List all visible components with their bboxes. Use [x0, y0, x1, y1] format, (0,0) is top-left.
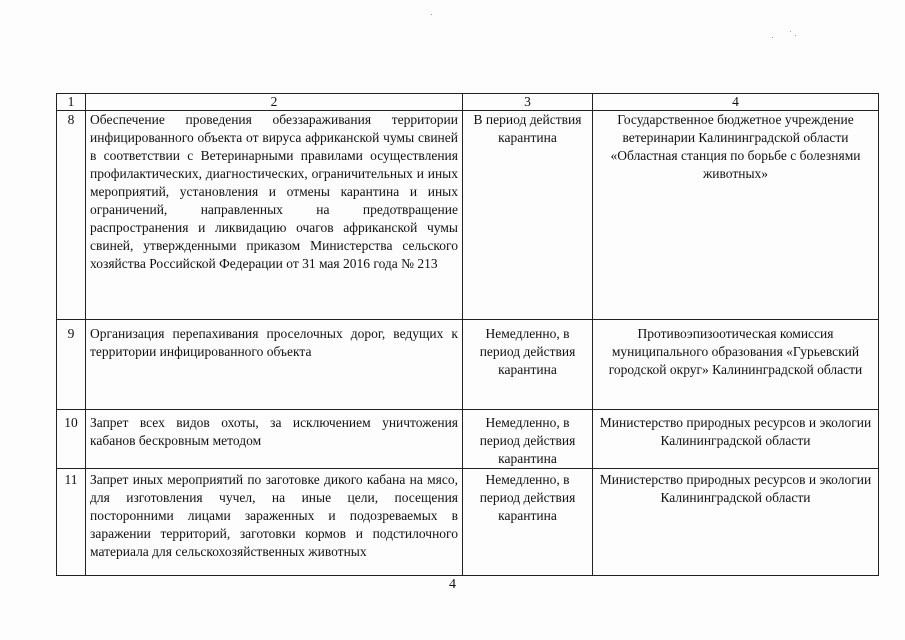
measure-description: Обеспечение проведения обеззараживания территории инфицированного объекта от вируса африканской чумы свиней в соответствии с Ветеринарными правилами осуществления профилактических, диагностических, ограничительных и иных мероприятий, установления и отмены карантина и иных ограничений, направленных на предотвращение распространения и ликвидацию очагов африканской чумы свиней, утвержденными приказом Министерства сельского хозяйства Российской Федерации от 31 мая 2016 года № 213 [86, 111, 463, 320]
column-number-header: 1 [57, 94, 86, 111]
measure-description: Организация перепахивания проселочных дорог, ведущих к территории инфицированного объекта [86, 320, 463, 410]
scan-speck [772, 37, 773, 38]
measure-description: Запрет иных мероприятий по заготовке дикого кабана на мясо, для изготовления чучел, на иные цели, посещения посторонними лицами зараженных и подозреваемых в заражении территорий, заготовки кормов и подстилочного материала для сельскохозяйственных животных [86, 469, 463, 576]
responsible-party: Министерство природных ресурсов и экологии Калининградской области [593, 469, 879, 576]
scan-speck [790, 31, 791, 32]
table-header-row [57, 94, 879, 111]
column-period-header: 3 [463, 94, 593, 111]
measure-period: Немедленно, в период действия карантина [463, 320, 593, 410]
measures-table [56, 93, 879, 576]
measure-description: Запрет всех видов охоты, за исключением уничтожения кабанов бескровным методом [86, 410, 463, 469]
responsible-party: Государственное бюджетное учреждение ветеринарии Калининградской области «Областная станция по борьбе с болезнями животных» [593, 111, 879, 320]
table-row [57, 320, 879, 410]
row-number: 10 [57, 410, 86, 469]
column-description-header: 2 [86, 94, 463, 111]
scan-speck [795, 35, 796, 36]
row-number: 9 [57, 320, 86, 410]
scan-speck [431, 14, 432, 15]
measure-period: В период действия карантина [463, 111, 593, 320]
measure-period: Немедленно, в период действия карантина [463, 410, 593, 469]
measure-period: Немедленно, в период действия карантина [463, 469, 593, 576]
responsible-party: Противоэпизоотическая комиссия муниципального образования «Гурьевский городской округ» Калининградской области [593, 320, 879, 410]
page-number: 4 [449, 577, 456, 592]
table-row [57, 410, 879, 469]
row-number: 8 [57, 111, 86, 320]
table-row [57, 111, 879, 320]
column-responsible-header: 4 [593, 94, 879, 111]
row-number: 11 [57, 469, 86, 576]
responsible-party: Министерство природных ресурсов и экологии Калининградской области [593, 410, 879, 469]
table-row [57, 469, 879, 576]
